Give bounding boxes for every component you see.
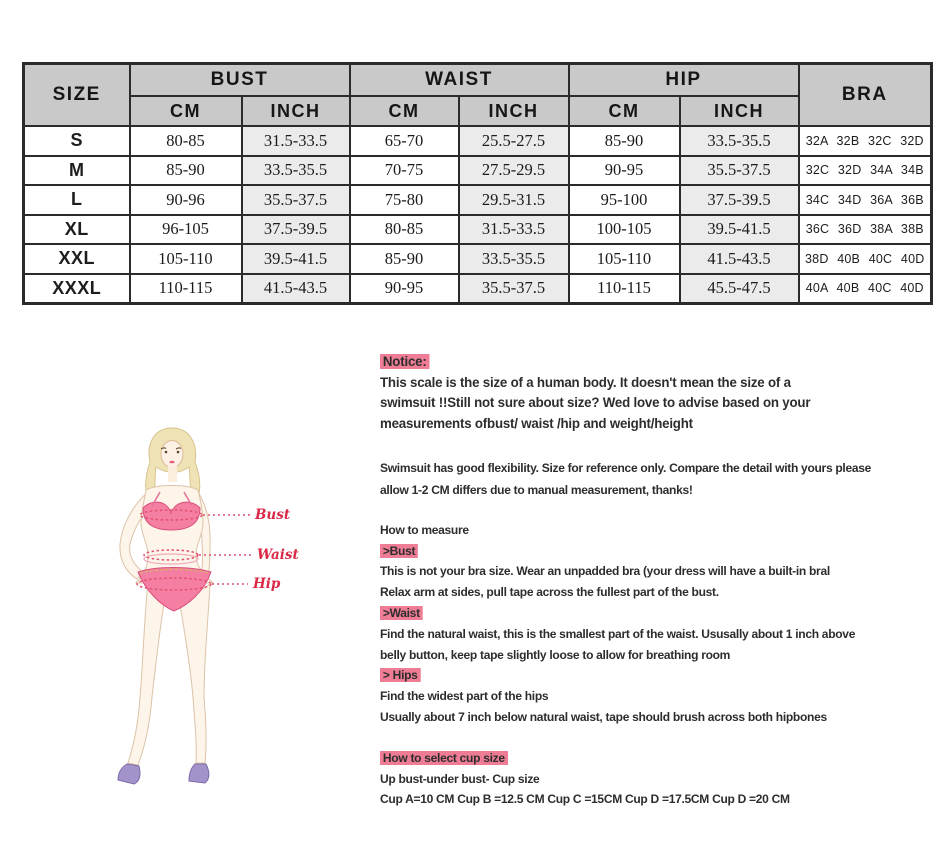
- spacer: [380, 435, 923, 457]
- spacer: [380, 501, 923, 520]
- hips-section-label: > Hips: [380, 668, 420, 682]
- waist-label-line: [380, 603, 923, 624]
- figure-waist-label: Waist: [257, 547, 299, 563]
- figure-right-shoe: [189, 764, 209, 783]
- notice-paragraph-line: This scale is the size of a human body. It doesn't mean the size of a: [380, 374, 791, 390]
- flexibility-note-line: Swimsuit has good flexibility. Size for reference only. Compare the detail with yours please: [380, 460, 872, 475]
- hips-instruction-line: Usually about 7 inch below natural waist, tape should brush across both hipbones: [380, 709, 827, 724]
- col-header-bust: BUST: [130, 64, 350, 97]
- figure-eye: [165, 451, 168, 454]
- hip-cm-cell: 110-115: [569, 274, 680, 304]
- col-header-waist-cm: CM: [350, 96, 459, 126]
- bust-instruction-line: This is not your bra size. Wear an unpadded bra (your dress will have a built-in bral: [380, 564, 830, 579]
- figure-bust-label: Bust: [255, 507, 291, 523]
- waist-cm-cell: 70-75: [350, 156, 459, 186]
- bra-cell: 40A 40B 40C 40D: [799, 274, 932, 304]
- figure-lips: [169, 461, 174, 464]
- size-cell: M: [24, 156, 130, 186]
- bust-cm-cell: 96-105: [130, 215, 242, 245]
- waist-cm-cell: 65-70: [350, 126, 459, 156]
- waist-instruction-line: belly button, keep tape slightly loose to allow for breathing room: [380, 647, 731, 662]
- waist-cm-cell: 75-80: [350, 185, 459, 215]
- bust-cm-cell: 80-85: [130, 126, 242, 156]
- col-header-size: SIZE: [24, 64, 130, 127]
- hip-inch-cell: 35.5-37.5: [680, 156, 799, 186]
- bra-cell: 34C 34D 36A 36B: [799, 185, 932, 215]
- table-row: [24, 126, 932, 156]
- table-row: [24, 215, 932, 245]
- table-row: [24, 244, 932, 274]
- hip-cm-cell: 100-105: [569, 215, 680, 245]
- col-header-bust-cm: CM: [130, 96, 242, 126]
- waist-inch-cell: 29.5-31.5: [459, 185, 569, 215]
- flexibility-note-line: allow 1-2 CM differs due to manual measurement, thanks!: [380, 482, 693, 497]
- figure-eye: [177, 451, 180, 454]
- waist-instruction-line: Find the natural waist, this is the smallest part of the waist. Ususally about 1 inch above: [380, 626, 856, 641]
- hip-cm-cell: 95-100: [569, 185, 680, 215]
- hip-cm-cell: 90-95: [569, 156, 680, 186]
- col-header-hip-cm: CM: [569, 96, 680, 126]
- bra-cell: 36C 36D 38A 38B: [799, 215, 932, 245]
- waist-cm-cell: 90-95: [350, 274, 459, 304]
- figure-right-leg: [180, 584, 210, 763]
- table-header-row-groups: [24, 64, 932, 97]
- col-header-hip-inch: INCH: [680, 96, 799, 126]
- figure-face: [161, 441, 183, 468]
- waist-section-label: >Waist: [380, 606, 423, 620]
- notice-heading-line: [380, 352, 923, 373]
- size-cell: XL: [24, 215, 130, 245]
- table-header-row-units: [24, 96, 932, 126]
- size-cell: XXXL: [24, 274, 130, 304]
- hip-inch-cell: 39.5-41.5: [680, 215, 799, 245]
- bust-cm-cell: 105-110: [130, 244, 242, 274]
- notice-paragraph-line: measurements ofbust/ waist /hip and weight/height: [380, 416, 693, 432]
- waist-inch-cell: 35.5-37.5: [459, 274, 569, 304]
- table-row: [24, 156, 932, 186]
- bust-inch-cell: 33.5-35.5: [242, 156, 350, 186]
- bust-inch-cell: 35.5-37.5: [242, 185, 350, 215]
- bra-cell: 32A 32B 32C 32D: [799, 126, 932, 156]
- size-chart-table: [22, 62, 933, 305]
- bra-cell: 38D 40B 40C 40D: [799, 244, 932, 274]
- bust-cm-cell: 90-96: [130, 185, 242, 215]
- bra-cell: 32C 32D 34A 34B: [799, 156, 932, 186]
- how-to-measure-heading: How to measure: [380, 522, 469, 537]
- size-cell: S: [24, 126, 130, 156]
- notice-paragraph-line: swimsuit !!Still not sure about size? Wed love to advise based on your: [380, 395, 811, 411]
- bust-instruction-line: Relax arm at sides, pull tape across the fullest part of the bust.: [380, 585, 719, 600]
- cup-size-line: Up bust-under bust- Cup size: [380, 771, 540, 786]
- cup-size-line: Cup A=10 CM Cup B =12.5 CM Cup C =15CM Cup D =17.5CM Cup D =20 CM: [380, 792, 790, 807]
- hip-cm-cell: 85-90: [569, 126, 680, 156]
- hip-inch-cell: 33.5-35.5: [680, 126, 799, 156]
- col-header-bust-inch: INCH: [242, 96, 350, 126]
- waist-inch-cell: 27.5-29.5: [459, 156, 569, 186]
- table-row: [24, 274, 932, 304]
- bust-inch-cell: 37.5-39.5: [242, 215, 350, 245]
- bust-inch-cell: 31.5-33.5: [242, 126, 350, 156]
- figure-left-leg: [128, 582, 164, 765]
- figure-neck: [168, 466, 177, 482]
- info-text-column: [380, 352, 923, 810]
- waist-cm-cell: 80-85: [350, 215, 459, 245]
- measurement-figure: [110, 422, 360, 812]
- bust-cm-cell: 110-115: [130, 274, 242, 304]
- hip-inch-cell: 45.5-47.5: [680, 274, 799, 304]
- col-header-waist: WAIST: [350, 64, 569, 97]
- hips-instruction-line: Find the widest part of the hips: [380, 689, 549, 704]
- cup-size-heading-line: [380, 748, 923, 769]
- hips-label-line: [380, 665, 923, 686]
- bust-cm-cell: 85-90: [130, 156, 242, 186]
- bust-section-label: >Bust: [380, 544, 418, 558]
- size-cell: L: [24, 185, 130, 215]
- col-header-bra: BRA: [799, 64, 932, 127]
- figure-hip-label: Hip: [253, 576, 281, 592]
- waist-inch-cell: 33.5-35.5: [459, 244, 569, 274]
- cup-size-heading: How to select cup size: [380, 751, 508, 765]
- table-row: [24, 185, 932, 215]
- waist-cm-cell: 85-90: [350, 244, 459, 274]
- col-header-waist-inch: INCH: [459, 96, 569, 126]
- waist-inch-cell: 25.5-27.5: [459, 126, 569, 156]
- figure-left-shoe: [118, 764, 140, 784]
- hip-inch-cell: 37.5-39.5: [680, 185, 799, 215]
- bust-label-line: [380, 541, 923, 562]
- spacer: [380, 728, 923, 748]
- notice-heading: Notice:: [380, 354, 429, 369]
- hip-cm-cell: 105-110: [569, 244, 680, 274]
- size-cell: XXL: [24, 244, 130, 274]
- hip-inch-cell: 41.5-43.5: [680, 244, 799, 274]
- col-header-hip: HIP: [569, 64, 799, 97]
- figure-illustration-svg: [110, 422, 360, 812]
- waist-inch-cell: 31.5-33.5: [459, 215, 569, 245]
- bust-inch-cell: 41.5-43.5: [242, 274, 350, 304]
- bust-inch-cell: 39.5-41.5: [242, 244, 350, 274]
